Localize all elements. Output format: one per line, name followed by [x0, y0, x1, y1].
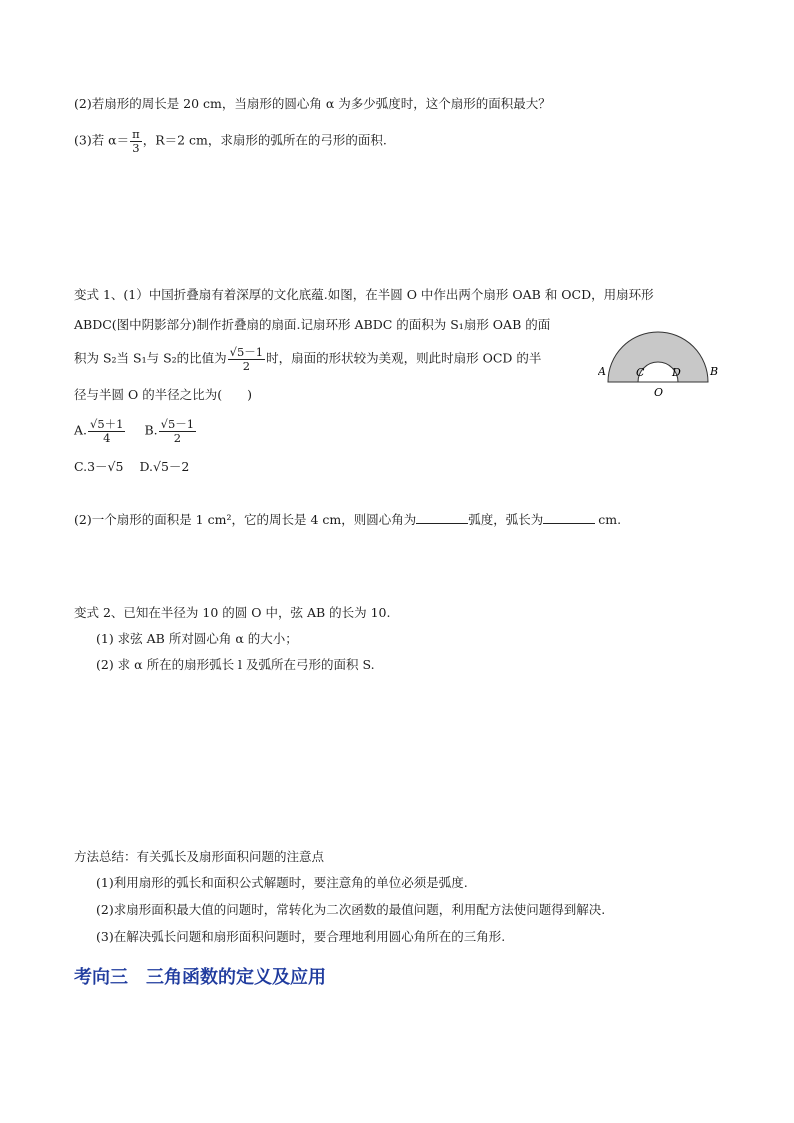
pi-over-3-fraction: $\frac{\pi}{3}$ — [132, 127, 140, 155]
answer-blank-angle[interactable] — [416, 511, 468, 524]
answer-blank-arc[interactable] — [543, 511, 595, 524]
options-ab: A. $\frac{√5+1}{4}$ B. $\frac{√5-1}{2}$ — [74, 417, 195, 445]
variant2-line3: (2) 求 α 所在的扇形弧长 l 及弧所在弓形的面积 S. — [96, 657, 375, 672]
variant2-line2: (1) 求弦 AB 所对圆心角 α 的大小； — [96, 631, 298, 646]
method-point-1: (1)利用扇形的弧长和面积公式解题时，要注意角的单位必须是弧度. — [96, 875, 468, 890]
variant2-line1: 变式 2、已知在半径为 10 的圆 O 中，弦 AB 的长为 10. — [74, 605, 391, 620]
method-point-3: (3)在解决弧长问题和扇形面积问题时，要合理地利用圆心角所在的三角形. — [96, 929, 506, 944]
variant1-line1: 变式 1、(1）中国折叠扇有着深厚的文化底蕴.如图，在半圆 O 中作出两个扇形 OAB 和 OCD，用扇环形 — [74, 287, 654, 302]
fan-diagram — [598, 330, 724, 400]
method-point-2: (2)求扇形面积最大值的问题时，常转化为二次函数的最值问题，利用配方法使问题得到解决. — [96, 902, 606, 917]
option-b-fraction: $\frac{√5-1}{2}$ — [160, 417, 195, 445]
options-cd — [74, 458, 189, 476]
label-b: B — [710, 365, 719, 378]
option-c: C.3－√5 — [74, 459, 124, 474]
variant1-line3: 积为 S₂当 S₁与 S₂的比值为 $\frac{√5-1}{2}$ 时，扇面的形状较为美观，则此时扇形 OCD 的半 — [74, 345, 542, 373]
label-d: D — [672, 366, 681, 379]
option-a-fraction: $\frac{√5+1}{4}$ — [90, 417, 124, 445]
label-c: C — [636, 366, 645, 379]
variant1-line4: 径与半圆 O 的半径之比为( ) — [74, 387, 252, 402]
variant1-part2: (2)一个扇形的面积是 1 cm²，它的周长是 4 cm，则圆心角为 弧度，弧长为 cm. — [74, 512, 622, 527]
section-heading: 考向三 三角函数的定义及应用 — [74, 967, 326, 988]
question-2: (2)若扇形的周长是 20 cm，当扇形的圆心角 α 为多少弧度时，这个扇形的面积最大？ — [74, 96, 551, 111]
label-a: A — [598, 365, 606, 378]
method-title: 方法总结：有关弧长及扇形面积问题的注意点 — [74, 849, 325, 864]
label-o: O — [654, 386, 664, 399]
ratio-fraction: $\frac{√5-1}{2}$ — [229, 345, 264, 373]
variant1-line2: ABDC(图中阴影部分)制作折叠扇的扇面.记扇环形 ABDC 的面积为 S₁扇形 OAB 的面 — [74, 317, 551, 332]
question-3: (3)若 α＝ $\frac{\pi}{3}$ ，R＝2 cm，求扇形的弧所在的弓形的面积. — [74, 127, 387, 155]
sector-ring-shaded — [608, 332, 708, 382]
option-d: D.√5－2 — [139, 459, 190, 474]
